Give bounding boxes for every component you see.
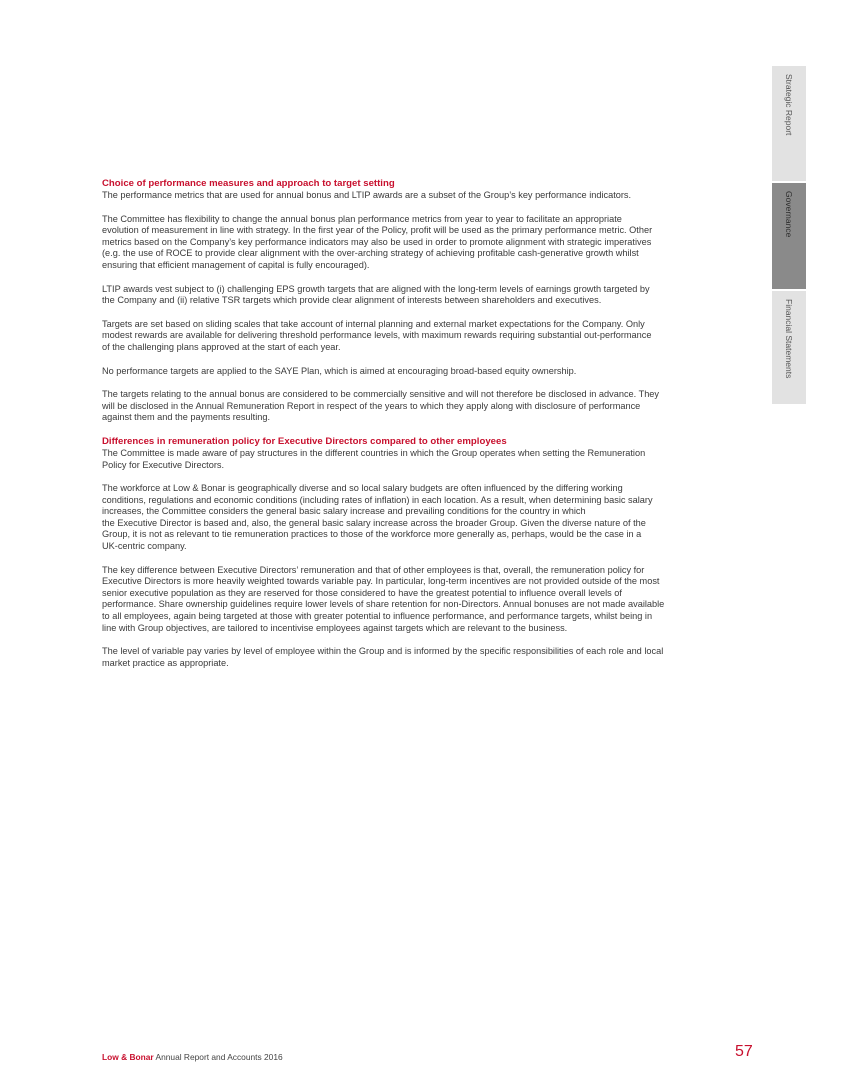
page-number: 57 [735,1043,753,1060]
footer-title: Annual Report and Accounts 2016 [153,1052,283,1062]
page-footer [102,1052,283,1062]
paragraph: LTIP awards vest subject to (i) challenging EPS growth targets that are aligned with the long-term levels of earnings growth targeted by the Company and (ii) relative TSR targets which provide clear alignment of interests between shareholders and executives. [102,283,650,306]
section-tabs [772,66,806,406]
section-heading: Choice of performance measures and approach to target setting [102,178,395,189]
footer-brand: Low & Bonar [102,1052,154,1062]
main-content [102,178,727,681]
paragraph: The level of variable pay varies by level of employee within the Group and is informed by the specific responsibilities of each role and local market practice as appropriate. [102,646,664,668]
paragraph: The key difference between Executive Directors’ remuneration and that of other employees is that, overall, the remuneration policy for Executive Directors is more heavily weighted towards variable pay. In particular, long-term incentives are not provided outside of the most senior executive population as they are reserved for those considered to have the greatest potential to influence overall levels of performance. Share ownership guidelines require lower levels of share retention for non-Directors. Annual bonuses are not made available to all employees, again being targeted at those with greater potential to influence performance, and performance targets, whilst being in line with Group objectives, are tailored to incentivise employees against targets which are relevant to the business. [102,564,665,633]
paragraph: Targets are set based on sliding scales that take account of internal planning and external market expectations for the Company. Only modest rewards are available for delivering threshold performance levels, with maximum rewards requiring substantial out-performance of the challenging plans approved at the start of each year. [102,318,652,352]
paragraph: The workforce at Low & Bonar is geographically diverse and so local salary budgets are often influenced by the differing working conditions, regulations and economic conditions (including rates of inflation) in each location. As a result, when determining basic salary increases, the Committee considers the general basic salary increase and prevailing conditions for the country in which the Executive Director is based and, also, the general basic salary increase across the broader Group. Given the diverse nature of the Group, it is not as relevant to tie remuneration practices to those of the workforce more generally as, perhaps, would be the case in a UK-centric company. [102,483,653,552]
paragraph: The targets relating to the annual bonus are considered to be commercially sensitive and will not therefore be disclosed in advance. They will be disclosed in the Annual Remuneration Report in respect of the years to which they apply along with disclosure of performance against them and the payments resulting. [102,389,660,423]
paragraph: The Committee has flexibility to change the annual bonus plan performance metrics from year to year to facilitate an appropriate evolution of measurement in line with strategy. In the first year of the Policy, profit will be used as the primary performance metric. Other metrics based on the Company’s key performance indicators may also be used in order to promote alignment with strategic imperatives (e.g. the use of ROCE to provide clear alignment with the over-arching strategy of achieving profitable cash-generative growth whilst ensuring that efficient management of capital is fully encouraged). [102,213,653,270]
paragraph: The performance metrics that are used for annual bonus and LTIP awards are a subset of the Group’s key performance indicators. [102,190,632,200]
section-remuneration-differences [102,436,727,670]
tab-label: Strategic Report [784,74,794,136]
tab-strategic-report[interactable] [772,66,806,181]
tab-label: Governance [784,191,794,238]
section-heading: Differences in remuneration policy for Executive Directors compared to other employees [102,435,507,447]
tab-label: Financial Statements [784,299,794,379]
paragraph: No performance targets are applied to the SAYE Plan, which is aimed at encouraging broad-based equity ownership. [102,365,577,376]
tab-financial-statements[interactable] [772,291,806,404]
section-performance-measures [102,178,727,424]
tab-governance[interactable] [772,183,806,289]
paragraph: The Committee is made aware of pay structures in the different countries in which the Group operates when setting the Remuneration Policy for Executive Directors. [102,447,646,470]
